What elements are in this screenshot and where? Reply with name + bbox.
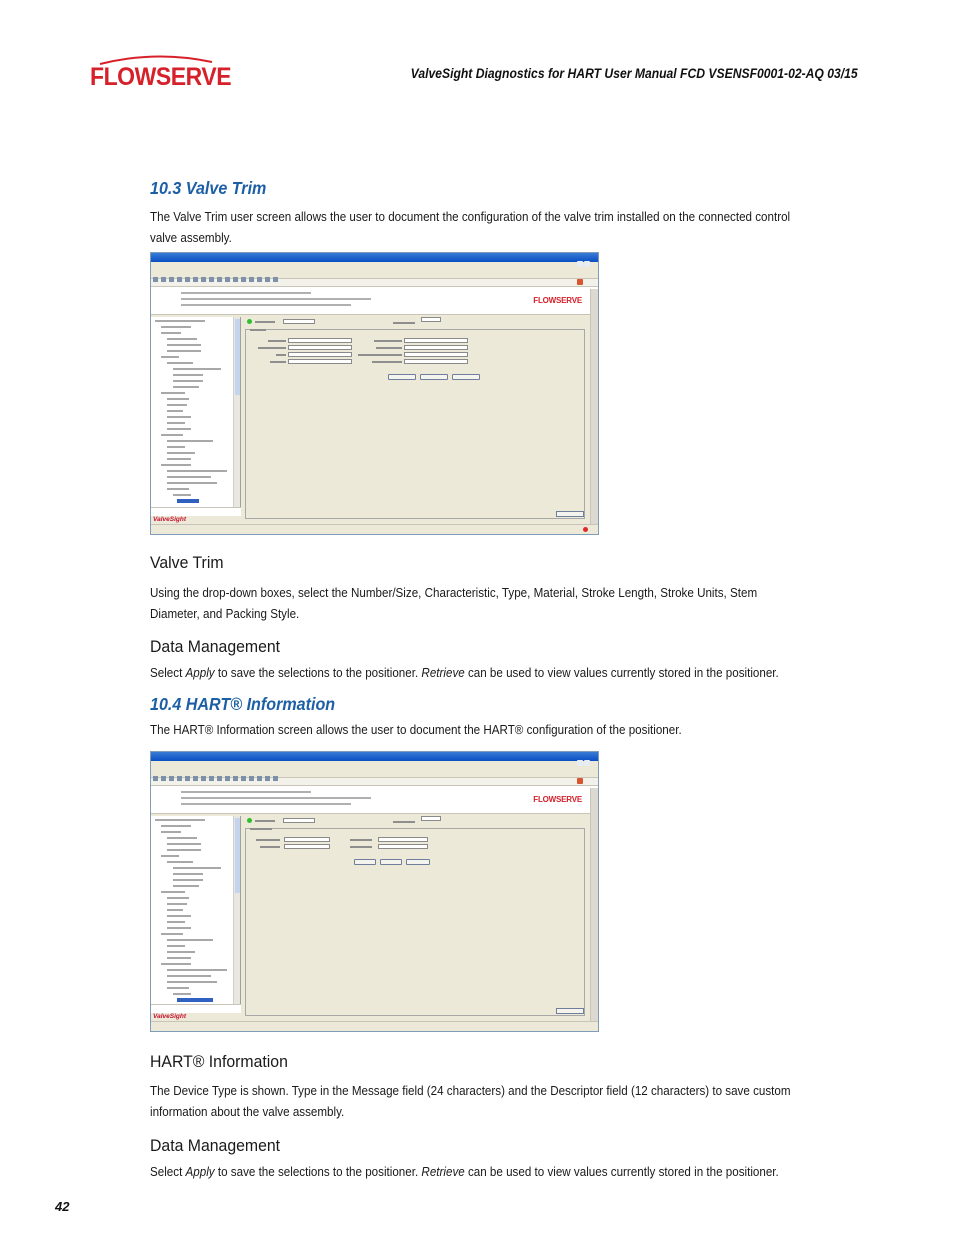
selected-tree-item <box>177 998 213 1002</box>
valve-trim-group <box>245 329 585 519</box>
hart-information-panel <box>243 816 588 1020</box>
status-bar <box>151 1021 598 1031</box>
retrieve-button[interactable] <box>406 859 430 865</box>
retrieve-button[interactable] <box>452 374 480 380</box>
apply-button[interactable] <box>380 859 402 865</box>
page-number: 42 <box>55 1199 70 1214</box>
valve-trim-panel <box>243 317 588 523</box>
section-intro-valve-trim <box>150 207 810 248</box>
document-title: ValveSight Diagnostics for HART User Manual FCD VSENSF0001-02-AQ 03/15 <box>411 66 858 81</box>
selected-tree-item <box>177 499 199 503</box>
intro-text: The Valve Trim user screen allows the user to document the configuration of the valve trim installed on the connected control valve assembly. <box>150 210 791 245</box>
section-intro-hart: The HART® Information screen allows the user to document the HART® configuration of the positioner. <box>150 723 682 737</box>
status-indicator <box>583 527 588 532</box>
logo-text: FLOWSERVE <box>90 63 232 91</box>
navigation-tree <box>151 816 241 1004</box>
window-controls <box>576 753 596 760</box>
figure-brand: ValveSight <box>151 507 241 516</box>
save-button[interactable] <box>354 859 376 865</box>
device-info-header <box>151 786 598 814</box>
figure-logo: FLOWSERVE <box>533 795 582 804</box>
flowserve-logo <box>90 56 232 91</box>
hart-information-group <box>245 828 585 1016</box>
toolbar <box>151 269 598 279</box>
hart-information-screenshot <box>150 751 599 1032</box>
toolbar <box>151 768 598 778</box>
close-button[interactable] <box>556 1008 584 1014</box>
status-bar <box>151 524 598 534</box>
data-management-text-1: Select Apply to save the selections to the positioner. Retrieve can be used to view values currently stored in the positioner. <box>150 666 779 680</box>
subheading-valve-trim: Valve Trim <box>150 553 224 572</box>
valve-trim-text: Using the drop-down boxes, select the Number/Size, Characteristic, Type, Material, Stroke Length, Stroke Units, Stem Diameter, and Packing Style. <box>150 586 758 621</box>
device-info-header <box>151 287 598 315</box>
section-heading-valve-trim: 10.3 Valve Trim <box>150 178 267 198</box>
window-controls <box>576 254 596 261</box>
close-button[interactable] <box>556 511 584 517</box>
hart-information-text: The Device Type is shown. Type in the Message field (24 characters) and the Descriptor field (12 characters) to save custom information about the valve assembly. <box>150 1084 791 1119</box>
figure-brand: ValveSight <box>151 1004 241 1013</box>
subheading-hart-information: HART® Information <box>150 1052 288 1071</box>
side-rail <box>590 788 598 1021</box>
status-dot <box>247 319 252 324</box>
menu-bar <box>151 761 598 768</box>
window-titlebar <box>151 253 598 262</box>
window-titlebar <box>151 752 598 761</box>
subheading-data-management-1: Data Management <box>150 637 281 656</box>
side-rail <box>590 289 598 524</box>
status-dot <box>247 818 252 823</box>
save-button[interactable] <box>388 374 416 380</box>
apply-button[interactable] <box>420 374 448 380</box>
tree-scrollbar <box>233 317 240 507</box>
navigation-tree <box>151 317 241 507</box>
data-management-text-2: Select Apply to save the selections to the positioner. Retrieve can be used to view values currently stored in the positioner. <box>150 1165 779 1179</box>
valve-trim-screenshot <box>150 252 599 535</box>
tree-scrollbar <box>233 816 240 1004</box>
section-heading-hart-information: 10.4 HART® Information <box>150 694 336 714</box>
figure-logo: FLOWSERVE <box>533 296 582 305</box>
subheading-data-management-2: Data Management <box>150 1136 281 1155</box>
menu-bar <box>151 262 598 269</box>
